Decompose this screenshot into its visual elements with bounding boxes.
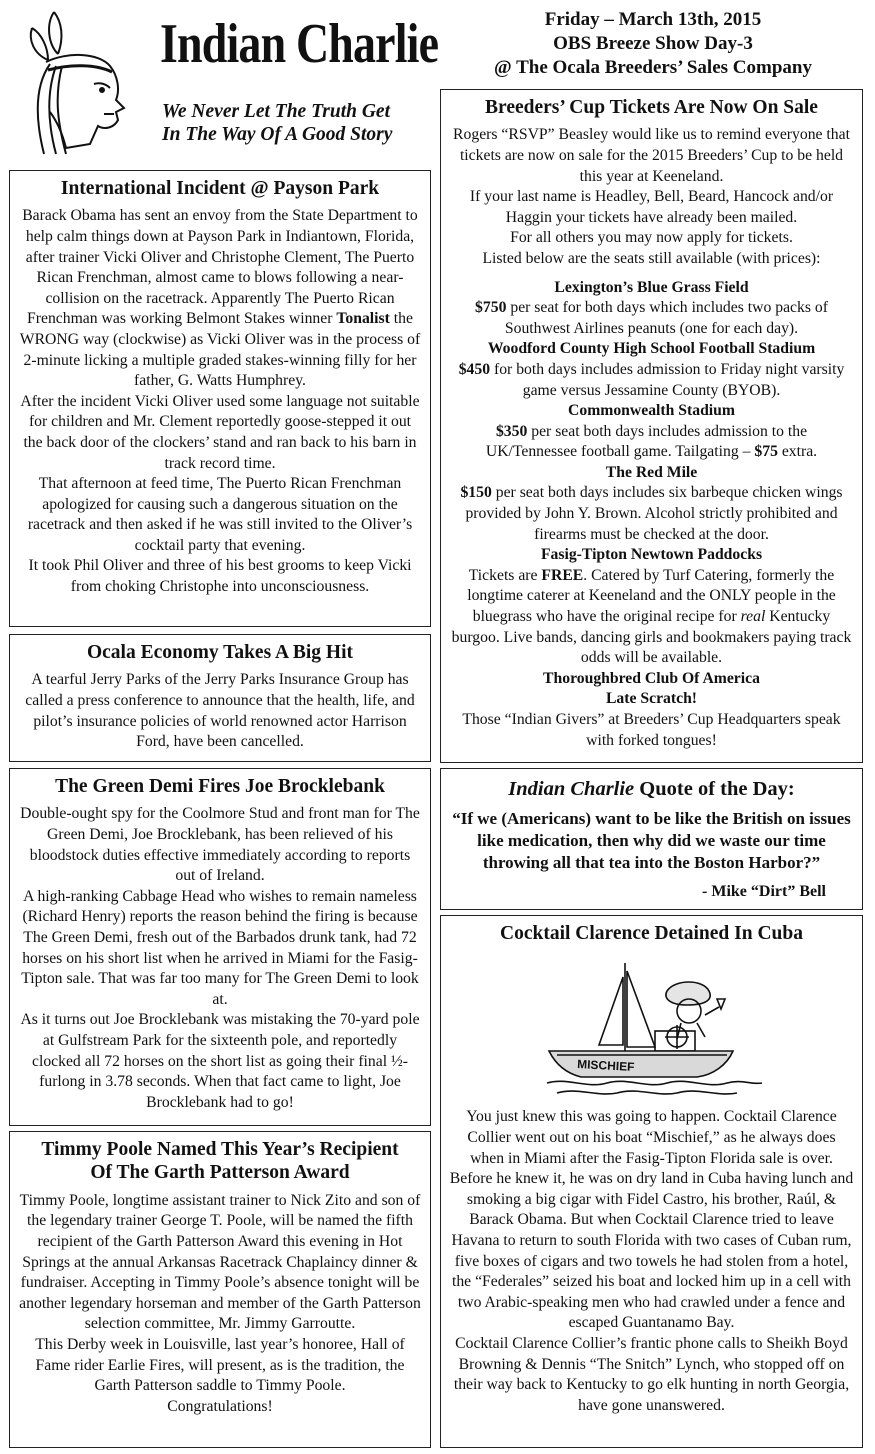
article-paragraph: After the incident Vicki Oliver used some language not suitable for children and Mr. Clement reportedly goose-stepped it out the back door of the clockers’ stand and ran back to his barn in track record time. bbox=[20, 392, 420, 472]
venue-price: $75 bbox=[754, 443, 778, 461]
article-title bbox=[18, 1138, 422, 1185]
article-paragraph: Listed below are the seats still available (with prices): bbox=[482, 249, 821, 267]
article-breeders-cup-tickets bbox=[440, 89, 863, 763]
text-run: per seat for both days which includes two packs of Southwest Airlines peanuts (one for each day). bbox=[504, 299, 828, 337]
text-run: . Catered by Turf Catering, formerly the longtime caterer at Keeneland and the ONLY people in the bluegrass who have the original recipe for bbox=[467, 566, 836, 626]
title-line-2: Of The Garth Patterson Award bbox=[90, 1162, 350, 1184]
masthead-title: Indian Charlie bbox=[160, 13, 439, 75]
venue-name: Fasig-Tipton Newtown Paddocks bbox=[540, 546, 763, 564]
text-run: Kentucky burgoo. Live bands, dancing girls and bookmakers paying track odds will be available. bbox=[451, 608, 852, 667]
article-title: Cocktail Clarence Detained In Cuba bbox=[500, 923, 803, 944]
masthead-tagline bbox=[162, 100, 392, 146]
quote-author: - Mike “Dirt” Bell bbox=[702, 882, 826, 900]
venue-description bbox=[449, 566, 854, 669]
dateline bbox=[444, 8, 862, 80]
tagline-line-2: In The Way Of A Good Story bbox=[162, 124, 393, 145]
article-paragraph: It took Phil Oliver and three of his best grooms to keep Vicki from choking Christophe into unconsciousness. bbox=[28, 557, 412, 596]
venue-price: $750 bbox=[475, 299, 507, 317]
article-title: Ocala Economy Takes A Big Hit bbox=[86, 642, 353, 663]
venue-description bbox=[449, 298, 854, 339]
article-paragraph: Rogers “RSVP” Beasley would like us to remind everyone that tickets are now on sale for the 2015 Breeders’ Cup to be held this year at Keeneland. bbox=[453, 126, 850, 185]
article-paragraph: Congratulations! bbox=[167, 1397, 273, 1415]
article-paragraph: For all others you may now apply for tickets. bbox=[510, 229, 793, 247]
tagline-line-1: We Never Let The Truth Get bbox=[162, 101, 390, 122]
dateline-venue: @ The Ocala Breeders’ Sales Company bbox=[494, 57, 812, 78]
venue-description bbox=[449, 360, 854, 401]
article-ocala-economy bbox=[9, 634, 431, 762]
article-paragraph: A tearful Jerry Parks of the Jerry Parks Insurance Group has called a press conference to announce that the health, life, and pilot’s insurance policies of world renowned actor Harrison Ford, have been cancelled. bbox=[25, 671, 415, 751]
article-title: International Incident @ Payson Park bbox=[60, 178, 380, 199]
venue-price: $150 bbox=[460, 484, 492, 502]
text-run: for both days includes admission to Friday night varsity game versus Jessamine County (BYOB). bbox=[490, 360, 845, 399]
venue-name: Commonwealth Stadium bbox=[568, 402, 735, 420]
venue-name: Thoroughbred Club Of America bbox=[543, 669, 760, 687]
article-paragraph: Double-ought spy for the Coolmore Stud and front man for The Green Demi, Joe Brocklebank, has been relieved of his bloodstock duties effective immediately according to reports out of Ireland. bbox=[20, 805, 420, 885]
indian-chief-head-icon bbox=[6, 4, 146, 159]
article-international-incident bbox=[9, 170, 431, 627]
dateline-event: OBS Breeze Show Day-3 bbox=[553, 33, 753, 54]
article-paragraph: If your last name is Headley, Bell, Beard, Hancock and/or Haggin your tickets have already been mailed. bbox=[469, 188, 834, 226]
text-run: the WRONG way (clockwise) as Vicki Oliver was in the process of 2-minute licking a multiple graded stakes-winning filly for her father, G. Watts Humphrey. bbox=[19, 310, 421, 390]
article-paragraph bbox=[18, 206, 422, 391]
article-paragraph: A high-ranking Cabbage Head who wishes to remain nameless (Richard Henry) reports the reason behind the firing is because The Green Demi, fresh out of the Barbados drunk tank, had 72 horses on his short list when he arrived in Miami for the Fasig-Tipton sale. That was far too many for The Green Demi to look at. bbox=[21, 887, 419, 1008]
quote-of-the-day bbox=[440, 768, 863, 910]
title-italic: Indian Charlie bbox=[508, 778, 635, 800]
article-paragraph: Those “Indian Givers” at Breeders’ Cup Headquarters speak with forked tongues! bbox=[462, 711, 841, 749]
article-paragraph: As it turns out Joe Brocklebank was mistaking the 70-yard pole at Gulfstream Park for the sixteenth pole, and reportedly clocked all 72 horses on the short list as going their final ½-furlong in 3.78 seconds. When that fact came to light, Joe Brocklebank had to go! bbox=[20, 1011, 420, 1111]
venue-price: $350 bbox=[495, 422, 528, 440]
article-title: Breeders’ Cup Tickets Are Now On Sale bbox=[485, 97, 818, 118]
article-paragraph: Timmy Poole, longtime assistant trainer to Nick Zito and son of the legendary trainer George T. Poole, will be named the fifth recipient of the Garth Patterson Award this evening in Hot Springs at the annual Arkansas Racetrack Chaplaincy dinner & fundraiser. Accepting in Timmy Poole’s absence tonight will be another legendary horseman and member of the Garth Patterson selection committee, Mr. Jimmy Garroutte. bbox=[19, 1191, 421, 1333]
article-paragraph: Cocktail Clarence Collier’s frantic phone calls to Sheikh Boyd Browning & Dennis “The Snitch” Lynch, who stopped off on their way back to Kentucky to go elk hunting in north Georgia, have gone unanswered. bbox=[453, 1334, 850, 1414]
title-rest: Quote of the Day: bbox=[634, 778, 795, 800]
venue-description bbox=[449, 422, 854, 463]
quote-text: “If we (Americans) want to be like the British on issues like medication, then why did we waste our time throwing all that tea into the Boston Harbor?” bbox=[452, 808, 851, 872]
venue-status: Late Scratch! bbox=[605, 690, 698, 708]
article-cocktail-clarence bbox=[440, 915, 863, 1448]
emphasis: real bbox=[740, 608, 766, 626]
venue-description bbox=[449, 483, 854, 545]
title-line-1: Timmy Poole Named This Year’s Recipient bbox=[41, 1139, 399, 1160]
article-timmy-poole bbox=[9, 1131, 431, 1448]
text-run: Tickets are bbox=[468, 566, 542, 584]
text-run: extra. bbox=[777, 443, 818, 461]
venue-name: Woodford County High School Football Stadium bbox=[487, 340, 816, 358]
text-run: per seat both days includes six barbeque chicken wings provided by John Y. Brown. Alcohol strictly prohibited and firearms must be checked at the door. bbox=[465, 484, 843, 543]
boat-cartoon-icon bbox=[537, 951, 767, 1101]
venue-name: Lexington’s Blue Grass Field bbox=[554, 278, 749, 296]
article-title bbox=[449, 777, 854, 802]
horse-name: Tonalist bbox=[336, 310, 390, 328]
article-paragraph: That afternoon at feed time, The Puerto Rican Frenchman apologized for causing such a dangerous situation on the racetrack and then asked if he was still invited to the Oliver’s cocktail party that evening. bbox=[27, 475, 413, 554]
text-run: Barack Obama has sent an envoy from the State Department to help calm things down at Payson Park in Indiantown, Florida, after trainer Vicki Oliver and Christophe Clement, The Puerto Rican Frenchman, almost came to blows following a near-collision on the racetrack. Apparently The Puerto Rican Frenchman was working Belmont Stakes winner bbox=[22, 207, 418, 328]
article-paragraph: This Derby week in Louisville, last year’s honoree, Hall of Fame rider Earlie Fires, will present, as is the tradition, the Garth Patterson saddle to Timmy Poole. bbox=[35, 1335, 405, 1395]
text-run: per seat both days includes admission to the UK/Tennessee football game. Tailgating – bbox=[485, 422, 808, 461]
article-green-demi bbox=[9, 768, 431, 1126]
venue-name: The Red Mile bbox=[605, 463, 698, 481]
venue-price: FREE bbox=[541, 566, 584, 584]
article-title: The Green Demi Fires Joe Brocklebank bbox=[55, 776, 385, 797]
article-paragraph: You just knew this was going to happen. Cocktail Clarence Collier went out on his boat “Mischief,” as he always does when in Miami after the Fasig-Tipton Florida sale is over. Before he knew it, he was on dry land in Cuba having lunch and smoking a big cigar with Fidel Castro, his brother, Raúl, & Barack Obama. But when Cocktail Clarence tried to leave Havana to return to south Florida with two cases of Cuban rum, five boxes of cigars and two towels he had stolen from a hotel, the “Federales” seized his boat and locked him up in a cell with two Arabic-speaking men who had crawled under a fence and escaped Guantanamo Bay. bbox=[449, 1108, 854, 1332]
boat-name-label: MISCHIEF bbox=[576, 1057, 635, 1075]
venue-price: $450 bbox=[458, 360, 491, 378]
dateline-date: Friday – March 13th, 2015 bbox=[544, 9, 762, 30]
